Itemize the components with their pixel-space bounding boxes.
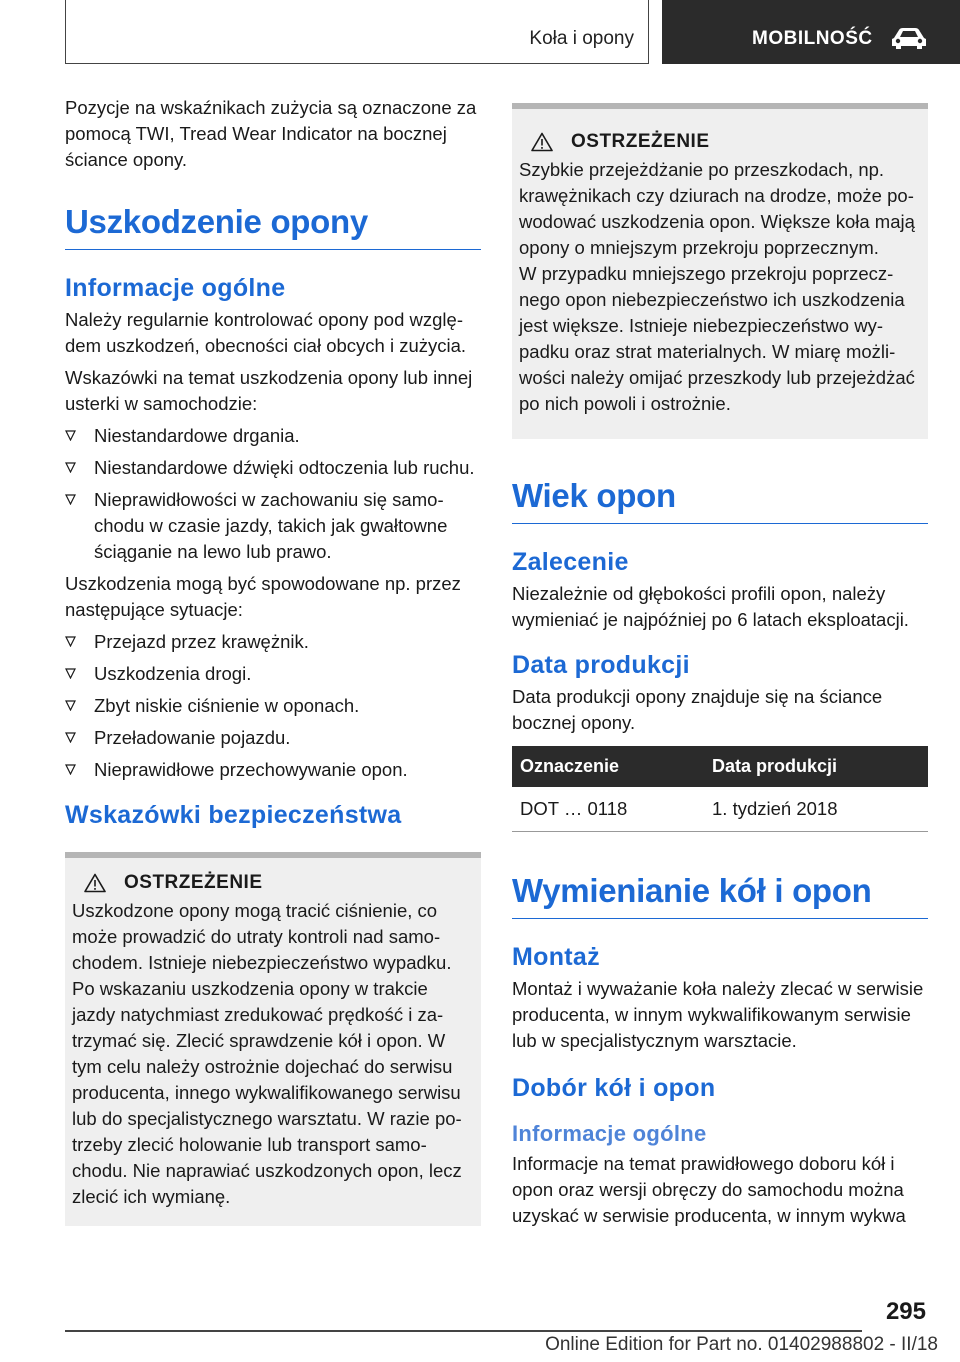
list-item-text: Nieprawidłowości w zachowaniu się samochodu w czasie jazdy, takich jak gwałtowne ściąganie na lewo lub prawo. — [94, 489, 448, 562]
warning-text: Uszkodzone opony mogą tracić ciśnienie, co może prowadzić do utraty kontroli nad samochodem. Istnieje niebezpieczeństwo wypadku. Po wskazaniu uszkodzenia opony w trakcie jazdy natychmiast zredukować prędkość i zatrzymać się. Zlecić sprawdzenie kół i opon. W tym celu należy ostrożnie dojechać do serwisu producenta, innego wykwalifikowanego serwisu lub do specjalistycznego warsztatu. W razie potrzeby zlecić holowanie lub transport samochodu. Nie naprawiać uszkodzonych opon, lecz zlecić ich wymianę. — [72, 900, 462, 1207]
heading-general-info-2: Informacje ogólne — [512, 1121, 707, 1146]
warning-title: OSTRZEŻENIE — [571, 131, 710, 152]
heading-tire-age: Wiek opon — [512, 477, 928, 524]
list-damage-causes — [65, 629, 481, 783]
heading-mounting: Montaż — [512, 943, 600, 971]
right-column — [512, 103, 928, 1229]
list-item — [65, 423, 481, 449]
footer-divider — [65, 1330, 862, 1332]
list-item-text: Niestandardowe drgania. — [94, 425, 300, 446]
list-item — [65, 757, 481, 783]
warning-text-2: W przypadku mniejszego przekroju poprzecznego opon niebezpieczeństwo ich uszkodzenia jest większe. Istnieje niebezpieczeństwo wypadku oraz strat materialnych. W miarę możliwości należy omijać przeszkody lub przejeżdżać po nich powoli i ostrożnie. — [519, 263, 915, 414]
list-item — [65, 629, 481, 655]
warning-title: OSTRZEŻENIE — [124, 872, 263, 893]
list-item-text: Przejazd przez krawężnik. — [94, 631, 309, 652]
list-item — [65, 455, 481, 481]
table-header-row — [512, 746, 928, 787]
header-section-box — [65, 0, 649, 64]
list-item — [65, 693, 481, 719]
warning-box-tire-damage — [65, 852, 481, 1226]
heading-tire-damage: Uszkodzenie opony — [65, 203, 481, 250]
list-item — [65, 487, 481, 565]
header-chapter-box — [662, 0, 960, 64]
warning-title-row — [72, 872, 474, 894]
triangle-bullet-icon — [65, 636, 76, 647]
paragraph-recommendation: Niezależnie od głębokości profili opon, należy wymieniać je najpóźniej po 6 latach eksploatacji. — [512, 583, 909, 630]
page-number: 295 — [885, 1298, 926, 1325]
production-date-table — [512, 746, 928, 832]
triangle-bullet-icon — [65, 668, 76, 679]
triangle-bullet-icon — [65, 732, 76, 743]
paragraph-mounting: Montaż i wyważanie koła należy zlecać w serwisie producenta, w innym wykwalifikowanym serwisie lub w specjalistycznym warsztacie. — [512, 978, 924, 1051]
list-item-text: Zbyt niskie ciśnienie w oponach. — [94, 695, 360, 716]
list-item-text: Nieprawidłowe przechowywanie opon. — [94, 759, 408, 780]
paragraph-damage-hints: Wskazówki na temat uszkodzenia opony lub innej usterki w samochodzie: — [65, 367, 473, 414]
paragraph-wheel-info: Informacje na temat prawidłowego doboru kół i opon oraz wersji obręczy do samochodu można uzyskać w serwisie producenta, w innym wykwa — [512, 1153, 906, 1226]
left-column — [65, 95, 481, 1226]
heading-recommendation: Zalecenie — [512, 548, 629, 576]
heading-safety-notes: Wskazówki bezpieczeństwa — [65, 801, 402, 829]
list-damage-symptoms — [65, 423, 481, 565]
list-item-text: Przeładowanie pojazdu. — [94, 727, 291, 748]
list-item-text: Niestandardowe dźwięki odtoczenia lub ruchu. — [94, 457, 475, 478]
triangle-bullet-icon — [65, 764, 76, 775]
triangle-bullet-icon — [65, 700, 76, 711]
list-item-text: Uszkodzenia drogi. — [94, 663, 252, 684]
paragraph-production-date: Data produkcji opony znajduje się na ściance bocznej opony. — [512, 686, 883, 733]
table-row — [512, 787, 928, 832]
warning-triangle-icon — [531, 132, 553, 152]
car-icon — [890, 26, 928, 50]
triangle-bullet-icon — [65, 462, 76, 473]
heading-production-date: Data produkcji — [512, 651, 690, 679]
paragraph-check-tires: Należy regularnie kontrolować opony pod względem uszkodzeń, obecności ciał obcych i zużycia. — [65, 309, 467, 356]
paragraph-damage-causes: Uszkodzenia mogą być spowodowane np. przez następujące sytuacje: — [65, 573, 461, 620]
table-header-cell: Data produkcji — [704, 746, 928, 787]
heading-replace-wheels: Wymienianie kół i opon — [512, 872, 928, 919]
warning-title-row — [519, 131, 921, 153]
list-item — [65, 661, 481, 687]
warning-triangle-icon — [84, 873, 106, 893]
list-item — [65, 725, 481, 751]
warning-text-1: Szybkie przejeżdżanie po przeszkodach, np. krawężnikach czy dziurach na drodze, może powodować uszkodzenia opon. Większe koła mają opony o mniejszym przekroju poprzecznym. — [519, 159, 915, 258]
heading-wheel-selection: Dobór kół i opon — [512, 1074, 716, 1102]
table-cell: DOT … 0118 — [512, 787, 704, 832]
footer-edition: Online Edition for Part no. 01402988802 - II/18 — [545, 1334, 938, 1355]
intro-paragraph: Pozycje na wskaźnikach zużycia są oznaczone za pomocą TWI, Tread Wear Indicator na bocznej ściance opony. — [65, 97, 477, 170]
triangle-bullet-icon — [65, 494, 76, 505]
table-cell: 1. tydzień 2018 — [704, 787, 928, 832]
warning-box-obstacles — [512, 103, 928, 439]
table-header-cell: Oznaczenie — [512, 746, 704, 787]
triangle-bullet-icon — [65, 430, 76, 441]
header-section-title: Koła i opony — [529, 28, 634, 49]
heading-general-info: Informacje ogólne — [65, 274, 286, 302]
header-chapter-title: MOBILNOŚĆ — [752, 28, 873, 49]
